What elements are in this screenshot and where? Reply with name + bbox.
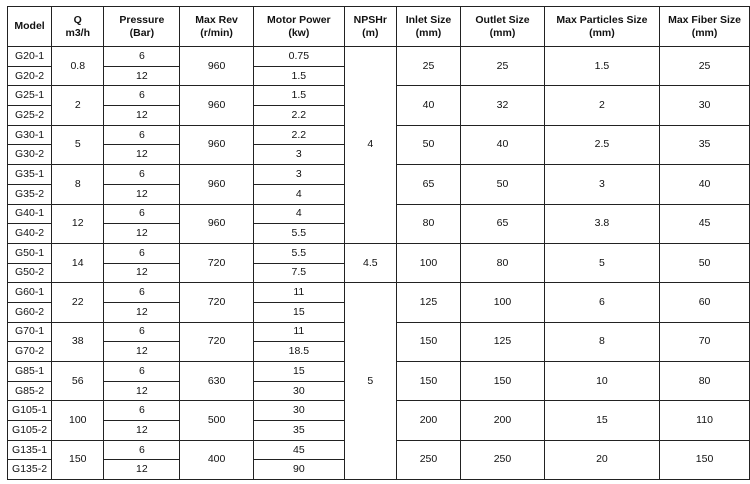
- motor-power-cell: 2.2: [253, 106, 344, 126]
- model-cell: G30-1: [8, 125, 52, 145]
- q-cell: 38: [52, 322, 104, 361]
- header-max-rev: Max Rev (r/min): [180, 7, 253, 47]
- header-pressure: Pressure (Bar): [104, 7, 180, 47]
- max-rev-cell: 400: [180, 440, 253, 479]
- pressure-cell: 12: [104, 342, 180, 362]
- pressure-cell: 12: [104, 145, 180, 165]
- model-cell: G85-1: [8, 362, 52, 382]
- max-fiber-cell: 25: [660, 47, 750, 86]
- max-fiber-cell: 30: [660, 86, 750, 125]
- outlet-size-cell: 80: [461, 243, 545, 282]
- model-cell: G40-2: [8, 224, 52, 244]
- pressure-cell: 6: [104, 204, 180, 224]
- model-cell: G20-1: [8, 47, 52, 67]
- max-particles-cell: 15: [544, 401, 659, 440]
- pressure-cell: 12: [104, 66, 180, 86]
- pressure-cell: 6: [104, 401, 180, 421]
- model-cell: G70-1: [8, 322, 52, 342]
- model-cell: G60-1: [8, 283, 52, 303]
- header-motor-power: Motor Power (kw): [253, 7, 344, 47]
- max-particles-cell: 10: [544, 362, 659, 401]
- outlet-size-cell: 250: [461, 440, 545, 479]
- max-rev-cell: 500: [180, 401, 253, 440]
- model-cell: G135-1: [8, 440, 52, 460]
- pressure-cell: 6: [104, 165, 180, 185]
- pressure-cell: 6: [104, 86, 180, 106]
- pressure-cell: 6: [104, 322, 180, 342]
- header-q: Q m3/h: [52, 7, 104, 47]
- q-cell: 2: [52, 86, 104, 125]
- max-fiber-cell: 150: [660, 440, 750, 479]
- q-cell: 12: [52, 204, 104, 243]
- pressure-cell: 6: [104, 440, 180, 460]
- motor-power-cell: 30: [253, 381, 344, 401]
- inlet-size-cell: 25: [396, 47, 461, 86]
- max-particles-cell: 2.5: [544, 125, 659, 164]
- outlet-size-cell: 25: [461, 47, 545, 86]
- motor-power-cell: 1.5: [253, 66, 344, 86]
- header-row: [8, 7, 750, 47]
- model-cell: G85-2: [8, 381, 52, 401]
- inlet-size-cell: 200: [396, 401, 461, 440]
- pressure-cell: 12: [104, 421, 180, 441]
- table-row: [8, 283, 750, 303]
- motor-power-cell: 7.5: [253, 263, 344, 283]
- outlet-size-cell: 150: [461, 362, 545, 401]
- q-cell: 100: [52, 401, 104, 440]
- motor-power-cell: 4: [253, 184, 344, 204]
- table-row: [8, 47, 750, 67]
- model-cell: G25-1: [8, 86, 52, 106]
- header-npshr: NPSHr (m): [344, 7, 396, 47]
- model-cell: G70-2: [8, 342, 52, 362]
- inlet-size-cell: 150: [396, 322, 461, 361]
- motor-power-cell: 4: [253, 204, 344, 224]
- max-rev-cell: 720: [180, 243, 253, 282]
- header-model: Model: [8, 7, 52, 47]
- model-cell: G105-2: [8, 421, 52, 441]
- pressure-cell: 12: [104, 302, 180, 322]
- q-cell: 0.8: [52, 47, 104, 86]
- model-cell: G20-2: [8, 66, 52, 86]
- motor-power-cell: 35: [253, 421, 344, 441]
- max-particles-cell: 5: [544, 243, 659, 282]
- max-particles-cell: 3: [544, 165, 659, 204]
- model-cell: G105-1: [8, 401, 52, 421]
- outlet-size-cell: 100: [461, 283, 545, 322]
- model-cell: G35-1: [8, 165, 52, 185]
- npshr-cell: 4: [344, 47, 396, 244]
- motor-power-cell: 11: [253, 283, 344, 303]
- max-rev-cell: 720: [180, 283, 253, 322]
- motor-power-cell: 5.5: [253, 224, 344, 244]
- max-particles-cell: 8: [544, 322, 659, 361]
- pressure-cell: 6: [104, 125, 180, 145]
- model-cell: G50-1: [8, 243, 52, 263]
- max-fiber-cell: 35: [660, 125, 750, 164]
- inlet-size-cell: 100: [396, 243, 461, 282]
- motor-power-cell: 2.2: [253, 125, 344, 145]
- max-particles-cell: 2: [544, 86, 659, 125]
- pressure-cell: 6: [104, 283, 180, 303]
- inlet-size-cell: 40: [396, 86, 461, 125]
- max-rev-cell: 960: [180, 165, 253, 204]
- motor-power-cell: 15: [253, 302, 344, 322]
- outlet-size-cell: 200: [461, 401, 545, 440]
- q-cell: 22: [52, 283, 104, 322]
- max-fiber-cell: 80: [660, 362, 750, 401]
- max-rev-cell: 630: [180, 362, 253, 401]
- max-fiber-cell: 60: [660, 283, 750, 322]
- max-fiber-cell: 50: [660, 243, 750, 282]
- motor-power-cell: 18.5: [253, 342, 344, 362]
- model-cell: G30-2: [8, 145, 52, 165]
- model-cell: G25-2: [8, 106, 52, 126]
- table-body: [8, 47, 750, 480]
- q-cell: 14: [52, 243, 104, 282]
- max-fiber-cell: 110: [660, 401, 750, 440]
- max-rev-cell: 960: [180, 125, 253, 164]
- motor-power-cell: 15: [253, 362, 344, 382]
- inlet-size-cell: 80: [396, 204, 461, 243]
- max-rev-cell: 960: [180, 86, 253, 125]
- pressure-cell: 6: [104, 362, 180, 382]
- motor-power-cell: 3: [253, 165, 344, 185]
- max-fiber-cell: 40: [660, 165, 750, 204]
- q-cell: 56: [52, 362, 104, 401]
- motor-power-cell: 5.5: [253, 243, 344, 263]
- inlet-size-cell: 65: [396, 165, 461, 204]
- pump-spec-table: [7, 6, 750, 480]
- motor-power-cell: 3: [253, 145, 344, 165]
- q-cell: 5: [52, 125, 104, 164]
- outlet-size-cell: 125: [461, 322, 545, 361]
- header-outlet-size: Outlet Size (mm): [461, 7, 545, 47]
- pressure-cell: 12: [104, 224, 180, 244]
- header-max-particles-size: Max Particles Size (mm): [544, 7, 659, 47]
- q-cell: 8: [52, 165, 104, 204]
- inlet-size-cell: 125: [396, 283, 461, 322]
- model-cell: G50-2: [8, 263, 52, 283]
- inlet-size-cell: 250: [396, 440, 461, 479]
- model-cell: G35-2: [8, 184, 52, 204]
- motor-power-cell: 30: [253, 401, 344, 421]
- header-max-fiber-size: Max Fiber Size (mm): [660, 7, 750, 47]
- npshr-cell: 5: [344, 283, 396, 480]
- pressure-cell: 6: [104, 243, 180, 263]
- q-cell: 150: [52, 440, 104, 479]
- max-fiber-cell: 45: [660, 204, 750, 243]
- max-rev-cell: 960: [180, 47, 253, 86]
- max-particles-cell: 6: [544, 283, 659, 322]
- max-rev-cell: 960: [180, 204, 253, 243]
- outlet-size-cell: 50: [461, 165, 545, 204]
- max-particles-cell: 3.8: [544, 204, 659, 243]
- motor-power-cell: 1.5: [253, 86, 344, 106]
- max-particles-cell: 1.5: [544, 47, 659, 86]
- pressure-cell: 12: [104, 381, 180, 401]
- pressure-cell: 12: [104, 184, 180, 204]
- npshr-cell: 4.5: [344, 243, 396, 282]
- model-cell: G40-1: [8, 204, 52, 224]
- max-rev-cell: 720: [180, 322, 253, 361]
- motor-power-cell: 45: [253, 440, 344, 460]
- motor-power-cell: 90: [253, 460, 344, 480]
- motor-power-cell: 11: [253, 322, 344, 342]
- outlet-size-cell: 32: [461, 86, 545, 125]
- model-cell: G135-2: [8, 460, 52, 480]
- outlet-size-cell: 40: [461, 125, 545, 164]
- pressure-cell: 12: [104, 263, 180, 283]
- max-fiber-cell: 70: [660, 322, 750, 361]
- pressure-cell: 12: [104, 460, 180, 480]
- inlet-size-cell: 50: [396, 125, 461, 164]
- motor-power-cell: 0.75: [253, 47, 344, 67]
- inlet-size-cell: 150: [396, 362, 461, 401]
- table-row: [8, 243, 750, 263]
- pressure-cell: 6: [104, 47, 180, 67]
- max-particles-cell: 20: [544, 440, 659, 479]
- pressure-cell: 12: [104, 106, 180, 126]
- model-cell: G60-2: [8, 302, 52, 322]
- outlet-size-cell: 65: [461, 204, 545, 243]
- header-inlet-size: Inlet Size (mm): [396, 7, 461, 47]
